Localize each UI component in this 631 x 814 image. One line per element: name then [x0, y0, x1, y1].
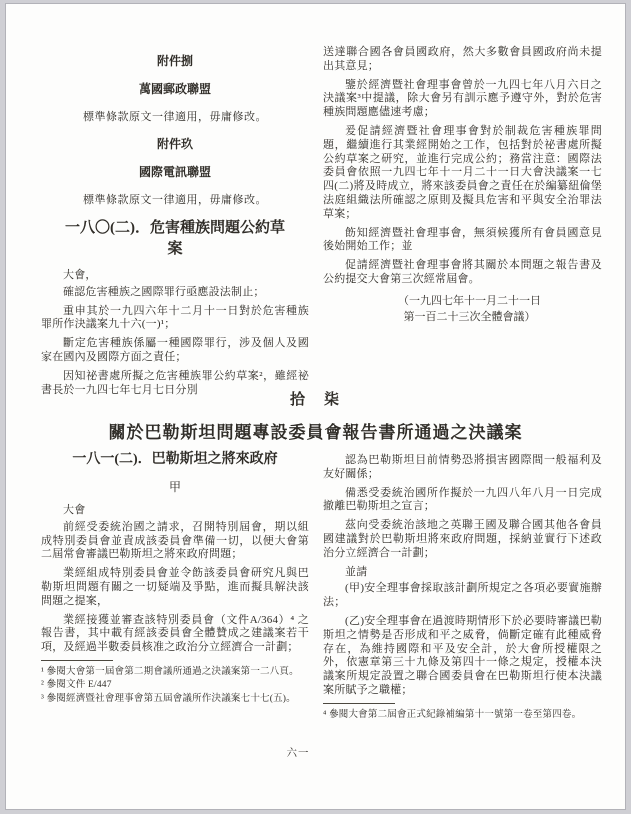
petition-item: (甲)安全理事會採取該計劃所規定之各項必要實施辦法；: [323, 582, 602, 609]
section-17-heading: [6, 388, 625, 443]
column-left-top: [41, 44, 309, 402]
paragraph: 送達聯合國各會員國政府，然大多數會員國政府尚未提出其意見；: [323, 46, 602, 72]
paragraph: 備悉受委統治國所作擬於一九四八年八月一日完成撤離巴勒斯坦之宣言；: [323, 486, 602, 513]
footnotes-right: [323, 703, 602, 722]
section-number: 拾 柒: [289, 392, 341, 408]
paragraph: 斷定危害種族係屬一種國際罪行，涉及個人及國家在國內及國際方面之責任；: [41, 337, 309, 363]
closing-session: 第一百二十三次全體會議）: [403, 310, 536, 323]
column-right-top: [323, 46, 602, 325]
resolution-181-title: 一八一(二)．巴勒斯坦之將來政府: [72, 452, 278, 467]
footnote: ⁴ 參閱大會第二屆會正式紀錄補編第十一號第一卷至第四卷。: [323, 709, 582, 720]
resolution-181-opening: 大會: [63, 504, 86, 516]
section-title: 關於巴勒斯坦問題專設委員會報告書所通過之決議案: [108, 423, 523, 442]
paragraph: 促請經濟暨社會理事會將其關於本問題之報告書及公約提交大會第三次經常屆會。: [323, 259, 602, 285]
footnotes-left: [41, 660, 309, 706]
column-left-bottom: [41, 450, 309, 706]
page-number: 六一: [286, 748, 310, 759]
column-right-bottom: [323, 454, 602, 722]
footnote-rule: [323, 703, 395, 704]
upu-note: 標準條款原文一律適用，毋庸修改。: [83, 111, 267, 123]
resolution-180-closing: [323, 293, 602, 325]
part-label: 甲: [168, 480, 181, 494]
closing-date: （一九四七年十一月二十一日: [398, 294, 541, 307]
paragraph: 前經受委統治國之請求，召開特別屆會，期以組成特別委員會並責成該委員會準備一切，以便大會第二屆常會審議巴勒斯坦之將來政府問題；: [41, 520, 309, 561]
paragraph: 爰促請經濟暨社會理事會對於制裁危害種族罪問題，繼續進行其業經開始之工作，包括對於祕書處所擬公約草案之研究，並進行完成公約；務當注意：國際法委員會依照一九四七年十一月二十一日大會決議案一七四(二)將及時成立，將來該委員會之責任在於編纂紐倫堡法庭組織法所確認之原則及擬具危害和平與安全治罪法草案；: [323, 124, 602, 220]
paragraph: 重申其於一九四六年十二月十一日對於危害種族罪所作決議案九十六(一)¹；: [41, 304, 309, 331]
paragraph: 因知祕書處所擬之危害種族罪公約草案²，雖經祕書長於一九四七年七月七日分別: [41, 369, 309, 396]
paragraph: 飭知經濟暨社會理事會，無須候獲所有會員國意見後始開始工作；並: [323, 226, 602, 253]
petition-item: (乙)安全理事會在過渡時期情形下於必要時審議巴勒斯坦之情勢是否形成和平之威脅，倘斷定確有此種威脅存在，為維持國際和平及安全計，於大會所授權限之外，依憲章第三十九條及第四十一條之規定，授權本決議案所規定設置之聯合國委員會在巴勒斯坦行使本決議案所賦予之職權；: [323, 614, 602, 696]
resolution-180-opening: 大會，: [63, 269, 97, 281]
petition-intro: 並請: [345, 565, 368, 578]
footnote: ³ 參閱經濟暨社會理事會第五屆會議所作決議案七十七(五)。: [41, 693, 296, 704]
scanned-document-page: [5, 3, 626, 810]
footnote-rule: [41, 660, 113, 661]
paragraph: 確認危害種族之國際罪行亟應設法制止；: [63, 285, 265, 298]
paragraph: 鑒於經濟暨社會理事會曾於一九四七年八月六日之決議案³中提議，除大會另有訓示應予遵守外，對於危害種族問題應儘速考慮；: [323, 78, 602, 119]
paragraph: 認為巴勒斯坦目前情勢恐將損害國際間一般福利及友好關係；: [323, 454, 602, 480]
itu-title: 國際電訊聯盟: [138, 165, 211, 179]
paragraph: 茲向受委統治該地之英聯王國及聯合國其他各會員國建議對於巴勒斯坦將來政府問題，採納並實行下述政治分立經濟合一計劃；: [323, 519, 602, 559]
itu-note: 標準條款原文一律適用，毋庸修改。: [83, 194, 267, 206]
upu-title: 萬國郵政聯盟: [138, 82, 211, 96]
annex-8-label: 附件捌: [156, 54, 193, 68]
footnote: ² 參閱文件 E/447: [41, 680, 112, 691]
footnote: ¹ 參閱大會第一屆會第二期會議所通過之決議案第一二八頁。: [41, 666, 299, 677]
paragraph: 業經接獲並審查該特別委員會（文件A/364）⁴ 之報告書，其中載有經該委員會全體贊成之建議案若干項，及經過半數委員核准之政治分立經濟合一計劃；: [41, 613, 309, 654]
resolution-180-title: 一八〇(二)．危害種族問題公約草案: [65, 220, 285, 257]
paragraph: 業經組成特別委員會並令飭該委員會研究凡與巴勒斯坦問題有關之一切疑端及爭點，進而擬具解決該問題之提案，: [41, 567, 309, 607]
annex-9-label: 附件玖: [156, 137, 193, 151]
